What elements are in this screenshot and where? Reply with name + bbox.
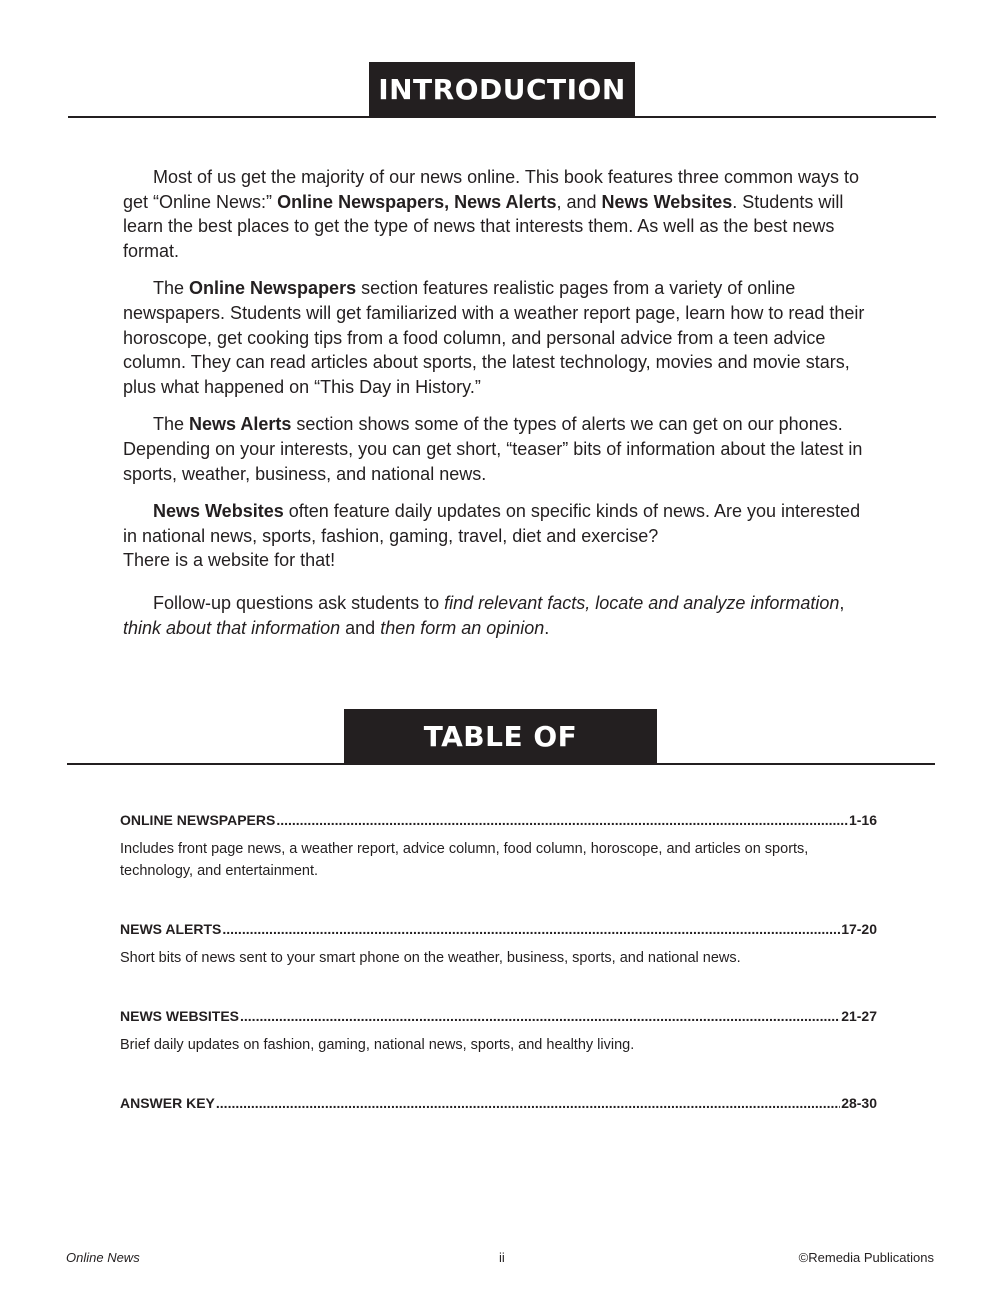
toc-entry-pages: 21-27 (841, 1008, 877, 1024)
introduction-body (123, 165, 875, 653)
toc-entry-news-websites[interactable] (120, 1008, 877, 1095)
toc-entry-answer-key[interactable] (120, 1095, 877, 1115)
footer-book-title: Online News (66, 1250, 140, 1265)
intro-paragraph-3: The News Alerts section shows some of the types of alerts we can get on our phones. Depending on your interests, you can get short, “teaser” bits of information about the latest in sports, weather, business, and national news. (123, 414, 863, 484)
toc-entry-title: NEWS ALERTS (120, 921, 222, 937)
toc-entry-news-alerts[interactable] (120, 921, 877, 1008)
toc-entry-title: ANSWER KEY (120, 1095, 215, 1111)
toc-dot-leader (240, 1008, 840, 1024)
footer-publisher: ©Remedia Publications (798, 1250, 934, 1265)
toc-entry-pages: 17-20 (841, 921, 877, 937)
introduction-heading: INTRODUCTION (369, 62, 635, 118)
intro-paragraph-2: The Online Newspapers section features realistic pages from a variety of online newspapers. Students will get familiarized with a weather report page, learn how to read their horoscope, get cooking tips from a food column, and personal advice from a teen advice column. They can read articles about sports, the latest technology, movies and movie stars, plus what happened on “This Day in History.” (123, 278, 865, 397)
toc-entry-title: NEWS WEBSITES (120, 1008, 240, 1024)
toc-dot-leader (216, 1095, 840, 1111)
intro-paragraph-4: News Websites often feature daily updates on specific kinds of news. Are you interested in national news, sports, fashion, gaming, travel, diet and exercise? There is a website for that! (123, 501, 861, 571)
footer-page-number: ii (499, 1250, 505, 1265)
toc-entry-description: Includes front page news, a weather report, advice column, food column, horoscope, and articles on sports, technology, and entertainment. (120, 841, 809, 879)
toc-entry-description: Brief daily updates on fashion, gaming, national news, sports, and healthy living. (120, 1037, 635, 1053)
intro-paragraph-1: Most of us get the majority of our news online. This book features three common ways to get “Online News:” Online Newspapers, News Alerts, and News Websites. Students will learn the best places to get the type of news that interests them. As well as the best news format. (123, 167, 860, 261)
intro-paragraph-5: Follow-up questions ask students to find relevant facts, locate and analyze information, think about that information and then form an opinion. (123, 592, 845, 638)
toc-dot-leader (222, 921, 840, 937)
toc-entry-description: Short bits of news sent to your smart phone on the weather, business, sports, and national news. (120, 950, 741, 966)
toc-entry-title: ONLINE NEWSPAPERS (120, 812, 276, 828)
toc-entry-pages: 1-16 (848, 812, 877, 828)
toc-dot-leader (276, 812, 848, 828)
toc-entry-online-newspapers[interactable] (120, 812, 877, 921)
toc-heading: TABLE OF CONTENT (344, 709, 657, 765)
toc-entry-pages: 28-30 (841, 1095, 877, 1111)
toc-list (120, 812, 877, 1115)
